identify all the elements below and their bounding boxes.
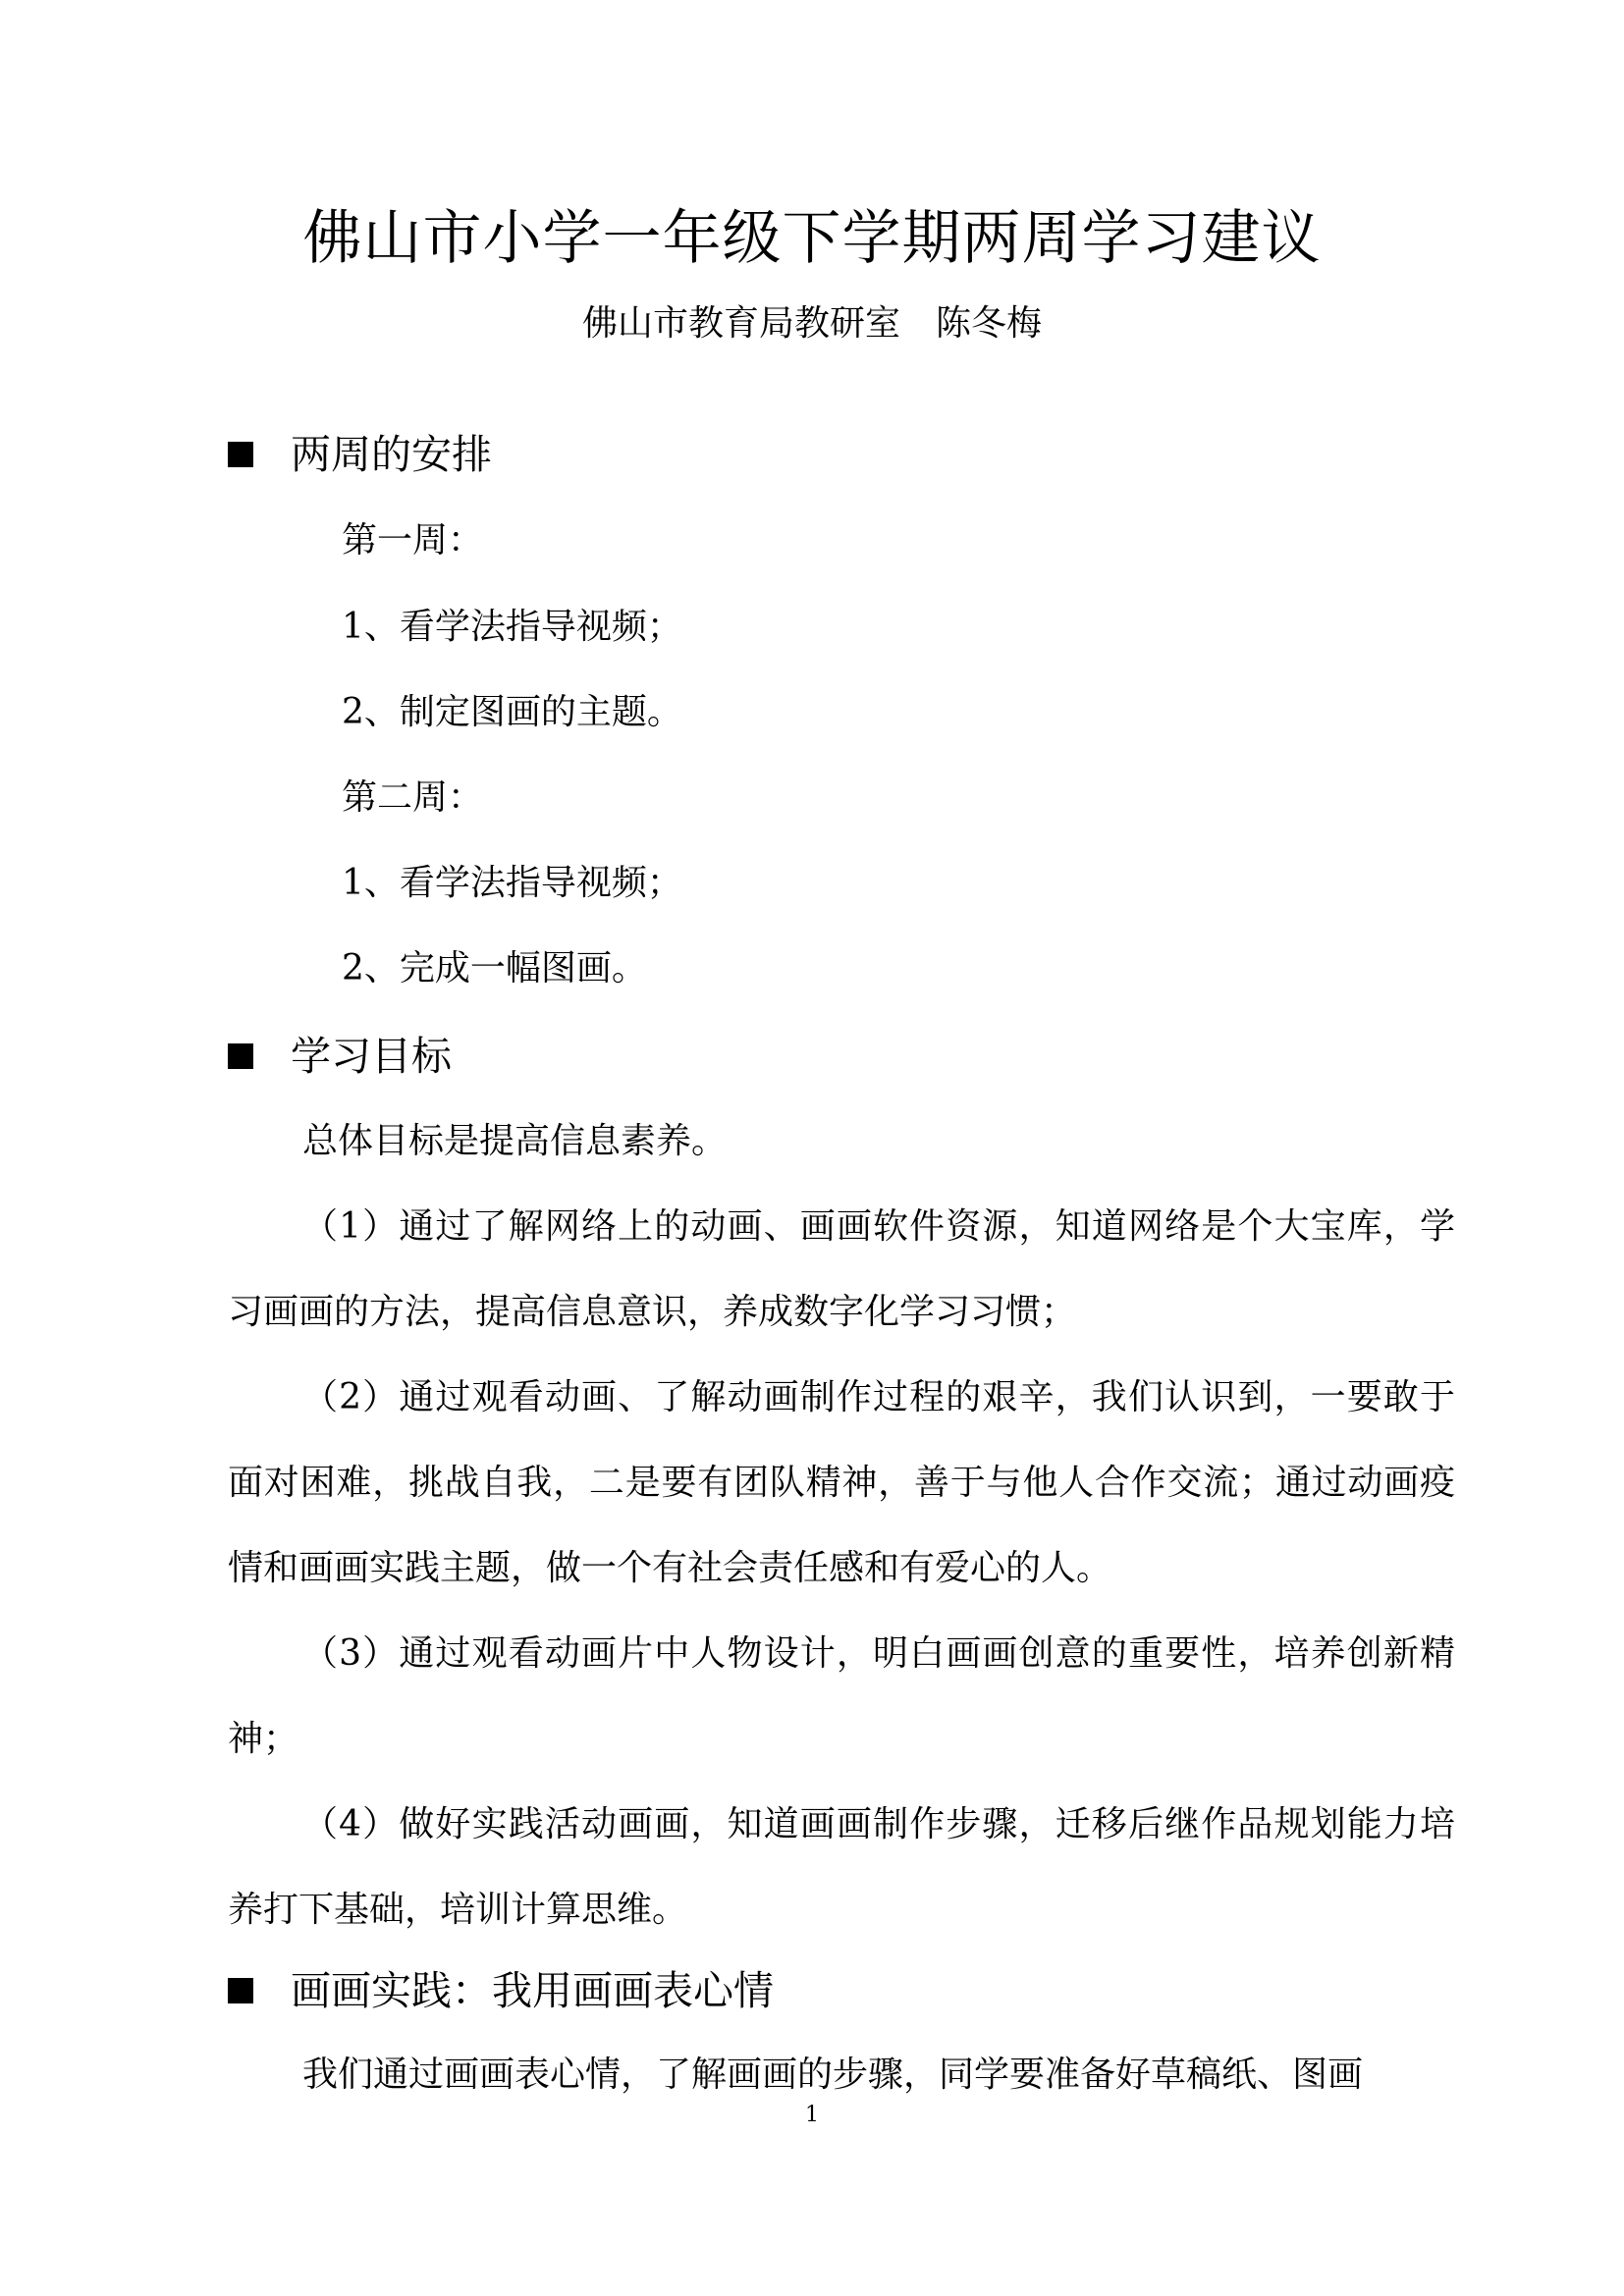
- section-heading-text: 画画实践：我用画画表心情: [291, 1967, 774, 2014]
- document-author: 佛山市教育局教研室 陈冬梅: [581, 303, 1042, 344]
- document-title: 佛山市小学一年级下学期两周学习建议: [302, 204, 1322, 273]
- square-bullet-icon: [228, 442, 253, 467]
- week2-item-1: 1、看学法指导视频；: [342, 863, 682, 903]
- week1-item-1: 1、看学法指导视频；: [342, 607, 682, 647]
- section-heading-text: 两周的安排: [291, 431, 492, 478]
- page-number: 1: [805, 2103, 819, 2127]
- section-heading-text: 学习目标: [291, 1033, 452, 1080]
- week2-label: 第二周：: [342, 777, 484, 818]
- practice-paragraph: 我们通过画画表心情，了解画画的步骤，同学要准备好草稿纸、图画: [302, 2055, 1364, 2095]
- goal-paragraph-4: （4）做好实践活动画画，知道画画制作步骤，迁移后继作品规划能力培养打下基础，培训计算思维。: [228, 1804, 1455, 1930]
- goal-paragraph-3: （3）通过观看动画片中人物设计，明白画画创意的重要性，培养创新精神；: [228, 1633, 1455, 1759]
- square-bullet-icon: [228, 1043, 253, 1069]
- section-heading-practice: [228, 1961, 774, 2020]
- week2-item-2: 2、完成一幅图画。: [342, 948, 647, 988]
- section-heading-goals: [228, 1027, 452, 1086]
- week1-label: 第一周：: [342, 520, 484, 561]
- week1-item-2: 2、制定图画的主题。: [342, 692, 682, 732]
- section-heading-schedule: [228, 425, 492, 484]
- goals-intro: 总体目标是提高信息素养。: [302, 1121, 728, 1161]
- goal-paragraph-2: （2）通过观看动画、了解动画制作过程的艰辛，我们认识到，一要敢于面对困难，挑战自我，二是要有团队精神，善于与他人合作交流；通过动画疫情和画画实践主题，做一个有社会责任感和有爱心的人。: [228, 1377, 1455, 1588]
- square-bullet-icon: [228, 1978, 253, 2003]
- goal-paragraph-1: （1）通过了解网络上的动画、画画软件资源，知道网络是个大宝库，学习画画的方法，提高信息意识，养成数字化学习习惯；: [228, 1206, 1455, 1332]
